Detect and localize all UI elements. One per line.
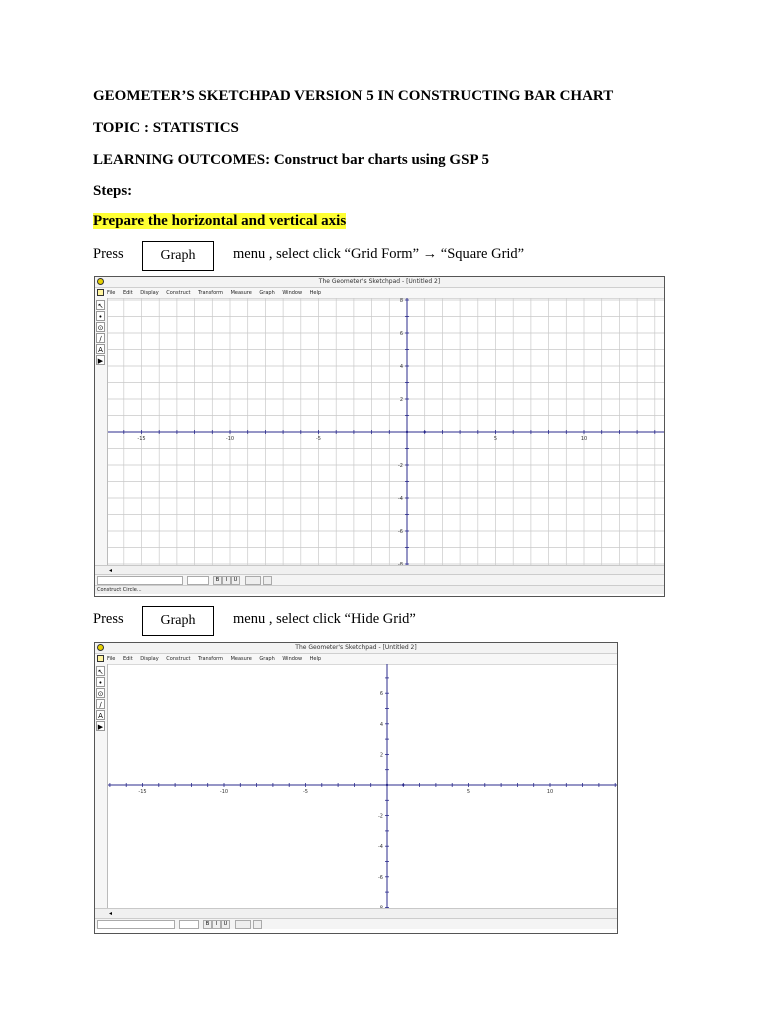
color-button[interactable] [235,920,251,929]
origin-point [406,431,408,433]
y-tick-label: 6 [379,691,383,698]
compass-tool-icon[interactable]: ⊙ [97,690,104,698]
steps-heading: Steps: [93,183,133,199]
coordinate-graph [108,664,617,912]
y-tick-label: 8 [399,298,403,304]
sketch-canvas[interactable] [108,298,664,574]
color-button[interactable] [245,576,261,585]
menu-logo-icon [97,289,104,296]
symbol-button[interactable] [253,920,262,929]
highlighted-step: Prepare the horizontal and vertical axis [93,213,347,229]
y-tick-label: -4 [398,496,403,502]
size-select[interactable] [187,576,209,585]
window-title: The Geometer's Sketchpad - [Untitled 2] [318,278,441,285]
sketch-canvas[interactable] [108,664,617,912]
line-tool-icon[interactable]: ∕ [96,333,105,343]
underline-button[interactable]: U [221,920,230,929]
app-icon [97,644,104,651]
graph-menu-box: Graph [142,241,214,271]
font-select[interactable] [97,576,183,585]
menu-window[interactable]: Window [282,290,303,296]
font-select[interactable] [97,920,175,929]
window-title: The Geometer's Sketchpad - [Untitled 2] [295,644,417,651]
arrow-tool-icon[interactable]: ↖ [97,668,104,676]
status-bar: Construct Circle... [95,585,664,594]
learning-outcomes: LEARNING OUTCOMES: Construct bar charts using GSP 5 [93,152,490,168]
graph-menu-box: Graph [142,606,214,636]
text-tool-icon[interactable]: A [96,710,105,720]
scroll-left-icon[interactable]: ◂ [109,910,113,917]
menu-measure[interactable]: Measure [230,290,252,296]
custom-tool-icon[interactable]: ▶ [97,723,104,731]
x-tick-label: 5 [493,436,498,442]
title-bar [95,643,617,654]
underline-button[interactable]: U [231,576,240,585]
menu-transform[interactable]: Transform [198,656,223,662]
x-tick-label: 10 [580,436,588,442]
bold-button[interactable]: B [203,920,212,929]
gsp-window-nogrid [94,642,618,934]
toolbox [96,666,106,732]
menu-construct[interactable]: Construct [166,656,191,662]
step-description: menu , select click “Grid Form” → “Square Grid” [233,246,525,262]
y-tick-label: 4 [399,364,403,370]
text-format-bar [95,574,664,585]
y-tick-label: 2 [399,397,403,403]
scroll-left-icon[interactable]: ◂ [109,567,113,574]
document-title: GEOMETER’S SKETCHPAD VERSION 5 IN CONSTRUCTING BAR CHART [93,88,614,104]
x-tick-label: 10 [546,789,554,795]
gsp-window-grid [94,276,665,597]
menu-logo-icon [97,655,104,662]
title-bar [95,277,664,288]
x-tick-label: -5 [303,789,308,795]
text-format-bar [95,918,617,929]
bold-button[interactable]: B [213,576,222,585]
y-tick-label: 2 [379,752,383,759]
toolbox [96,300,106,366]
x-tick-label: -5 [316,436,321,442]
step-description: menu , select click “Hide Grid” [233,611,416,627]
arrow-tool-icon[interactable]: ↖ [97,302,104,310]
press-label: Press [93,246,124,262]
app-icon [97,278,104,285]
text-tool-icon[interactable]: A [96,344,105,354]
symbol-button[interactable] [263,576,272,585]
press-label: Press [93,611,124,627]
x-tick-label: -10 [219,789,229,795]
x-tick-label: -15 [137,436,146,442]
y-tick-label: -6 [398,529,403,535]
line-tool-icon[interactable]: ∕ [96,699,105,709]
italic-button[interactable]: I [222,576,231,585]
menu-graph[interactable]: Graph [259,656,275,662]
topic-line: TOPIC : STATISTICS [93,120,239,136]
y-tick-label: 6 [399,331,403,337]
y-tick-label: 4 [379,721,383,728]
menu-help[interactable]: Help [309,656,322,662]
compass-tool-icon[interactable]: ⊙ [97,324,104,332]
menu-measure[interactable]: Measure [230,656,252,662]
menu-graph[interactable]: Graph [259,290,275,296]
menu-construct[interactable]: Construct [166,290,191,296]
horizontal-scrollbar[interactable] [95,908,617,918]
x-tick-label: -15 [138,789,147,795]
unit-point [424,431,426,433]
menu-transform[interactable]: Transform [198,290,223,296]
menu-edit[interactable]: Edit [122,290,133,296]
x-tick-label: -10 [225,436,235,442]
menu-file[interactable]: File [107,290,116,296]
y-tick-label: -6 [378,874,383,881]
menu-help[interactable]: Help [309,290,322,296]
y-tick-label: -2 [378,813,383,820]
y-tick-label: -4 [378,844,383,851]
menu-window[interactable]: Window [282,656,303,662]
point-tool-icon[interactable]: • [96,311,105,321]
menu-display[interactable]: Display [140,290,159,296]
custom-tool-icon[interactable]: ▶ [97,357,104,365]
menu-file[interactable]: File [107,656,116,662]
origin-point [386,784,388,786]
unit-point [402,784,404,786]
point-tool-icon[interactable]: • [96,677,105,687]
y-tick-label: -2 [398,463,403,469]
menu-display[interactable]: Display [140,656,159,662]
italic-button[interactable]: I [212,920,221,929]
menu-edit[interactable]: Edit [122,656,133,662]
coordinate-graph [108,298,664,574]
x-tick-label: 5 [466,789,471,795]
size-select[interactable] [179,920,199,929]
